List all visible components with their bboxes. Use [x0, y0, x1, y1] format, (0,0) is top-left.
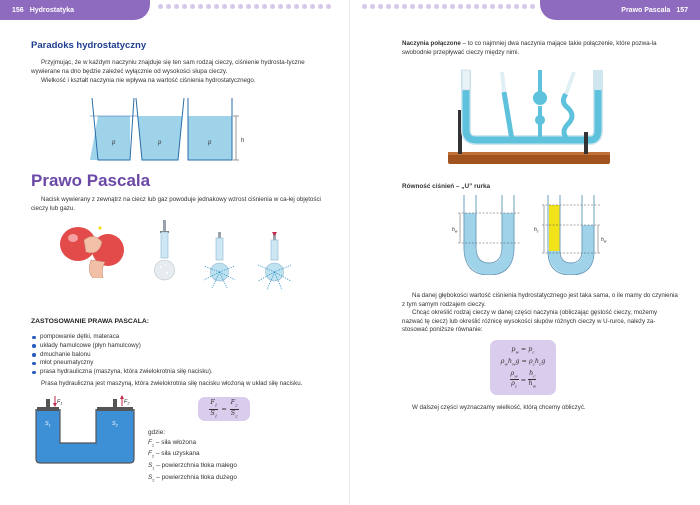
svg-text:F1: $F_1$ — [57, 399, 63, 406]
final-paragraph: W dalszej części wyznaczamy wielkość, którą chcemy obliczyć. — [412, 404, 586, 411]
hydraulic-press-diagram — [30, 395, 140, 465]
syringe-ball-2 — [200, 232, 240, 292]
press-paragraph: Prasa hydrauliczna jest maszyną, która zwielokrotnia siłę nacisku włożoną w układ siłę nacisku. — [41, 380, 303, 387]
page-number-right: 157 — [676, 6, 688, 14]
page-number-left: 156 — [12, 6, 24, 14]
header-title-left: Hydrostatyka — [29, 6, 75, 14]
svg-text:hw: $h_w$ — [601, 237, 607, 244]
paradox-paragraph-2: Wielkość i kształt naczynia nie wpływa na wartość ciśnienia hydrostatycznego. — [41, 77, 256, 84]
pressure-paragraph-1: Na danej głębokości wartość ciśnienia hydrostatycznego jest taka sama, o ile mamy do czynienia z tym samym rodzajem cieczy. — [402, 292, 678, 308]
legend-item: $F_1$ – siła włożona — [148, 438, 197, 447]
press-legend — [148, 428, 237, 485]
right-header — [540, 0, 700, 20]
legend-item: $S_1$ – powierzchnia tłoka małego — [148, 462, 237, 471]
svg-text:F2: $F_2$ — [124, 399, 130, 406]
header-dots-right — [362, 4, 535, 9]
paradox-heading: Paradoks hydrostatyczny — [31, 40, 147, 51]
vessel-label-1: p — [112, 140, 116, 146]
vessel-label-2: p — [158, 140, 162, 146]
list-item: układy hamulcowe (płyn hamulcowy) — [31, 342, 321, 351]
syringe-ball-3 — [255, 232, 295, 294]
utube-heading: Równość ciśnień – „U” rurka — [402, 183, 491, 190]
paradox-paragraph-1: Przyjmując, że w każdym naczyniu znajduje się ten sam rodzaj cieczy, ciśnienie hydrosta-tyczne wywierane na dno będzie zależeć wyłącznie od wysokości słupa cieczy. — [31, 59, 305, 75]
right-page — [350, 0, 700, 505]
equation-1: $p_w = p_c$ — [511, 344, 535, 355]
utube-equations — [490, 340, 556, 395]
header-title-right: Prawo Pascala — [621, 6, 671, 14]
ball-squeeze-illustration — [58, 216, 128, 278]
svg-text:S2: $S_2$ — [112, 421, 118, 428]
list-item: prasa hydrauliczna (maszyna, która zwielokrotnia siłę nacisku). — [31, 368, 321, 377]
pascal-paragraph: Nacisk wywierany z zewnątrz na ciecz lub gaz powoduje jednakowy wzrost ciśnienia w ca-łej objętości cieczy lub gazu. — [31, 196, 321, 212]
press-formula: $\frac{F_1}{S_1}$ = $\frac{F_2}{S_2}$ — [198, 397, 250, 421]
list-item: dmuchanie balonu — [31, 351, 321, 360]
svg-text:hc: $h_c$ — [534, 227, 539, 234]
list-item: młot pneumatyczny — [31, 359, 321, 368]
list-item: pompowanie dętki, materaca — [31, 333, 321, 342]
svg-text:S1: $S_1$ — [45, 421, 51, 428]
applications-heading: ZASTOSOWANIE PRAWA PASCALA: — [31, 318, 150, 325]
u-tube-diagram — [450, 195, 630, 275]
equation-3: $\frac{\rho_w}{\rho_c}$ = $\frac{h_c}{h_w}$ — [510, 368, 537, 389]
pascal-heading: Prawo Pascala — [31, 171, 151, 190]
legend-item: $F_2$ – siła uzyskana — [148, 450, 200, 459]
connected-vessels-paragraph: Naczynia połączone – to co najmniej dwa naczynia mające takie połączenie, które pozwa-la swobodnie przepływać cieczy między nimi. — [402, 40, 657, 56]
left-header — [0, 0, 150, 20]
legend-title: gdzie: — [148, 429, 166, 436]
legend-item: $S_2$ – powierzchnia tłoka dużego — [148, 474, 237, 483]
connected-vessels-photo — [444, 66, 614, 168]
pressure-paragraph-2: Chcąc określić rodzaj cieczy w danej części naczynia (obliczając gęstość cieczy, możemy nazwać tę ciecz) lub określić różnicę wysokości słupów różnych cieczy w U-rurce, należy za-stosować poniższe równanie: — [402, 309, 658, 334]
equation-2: $\rho_wh_wg = \rho_ch_cg$ — [500, 357, 546, 367]
vessel-label-3: p — [208, 140, 212, 146]
height-label: h — [241, 138, 245, 144]
applications-list — [31, 333, 321, 377]
svg-text:hw: $h_w$ — [452, 227, 458, 234]
syringe-ball-1 — [150, 220, 180, 282]
vessels-diagram — [90, 96, 250, 162]
header-dots-left — [158, 4, 331, 9]
